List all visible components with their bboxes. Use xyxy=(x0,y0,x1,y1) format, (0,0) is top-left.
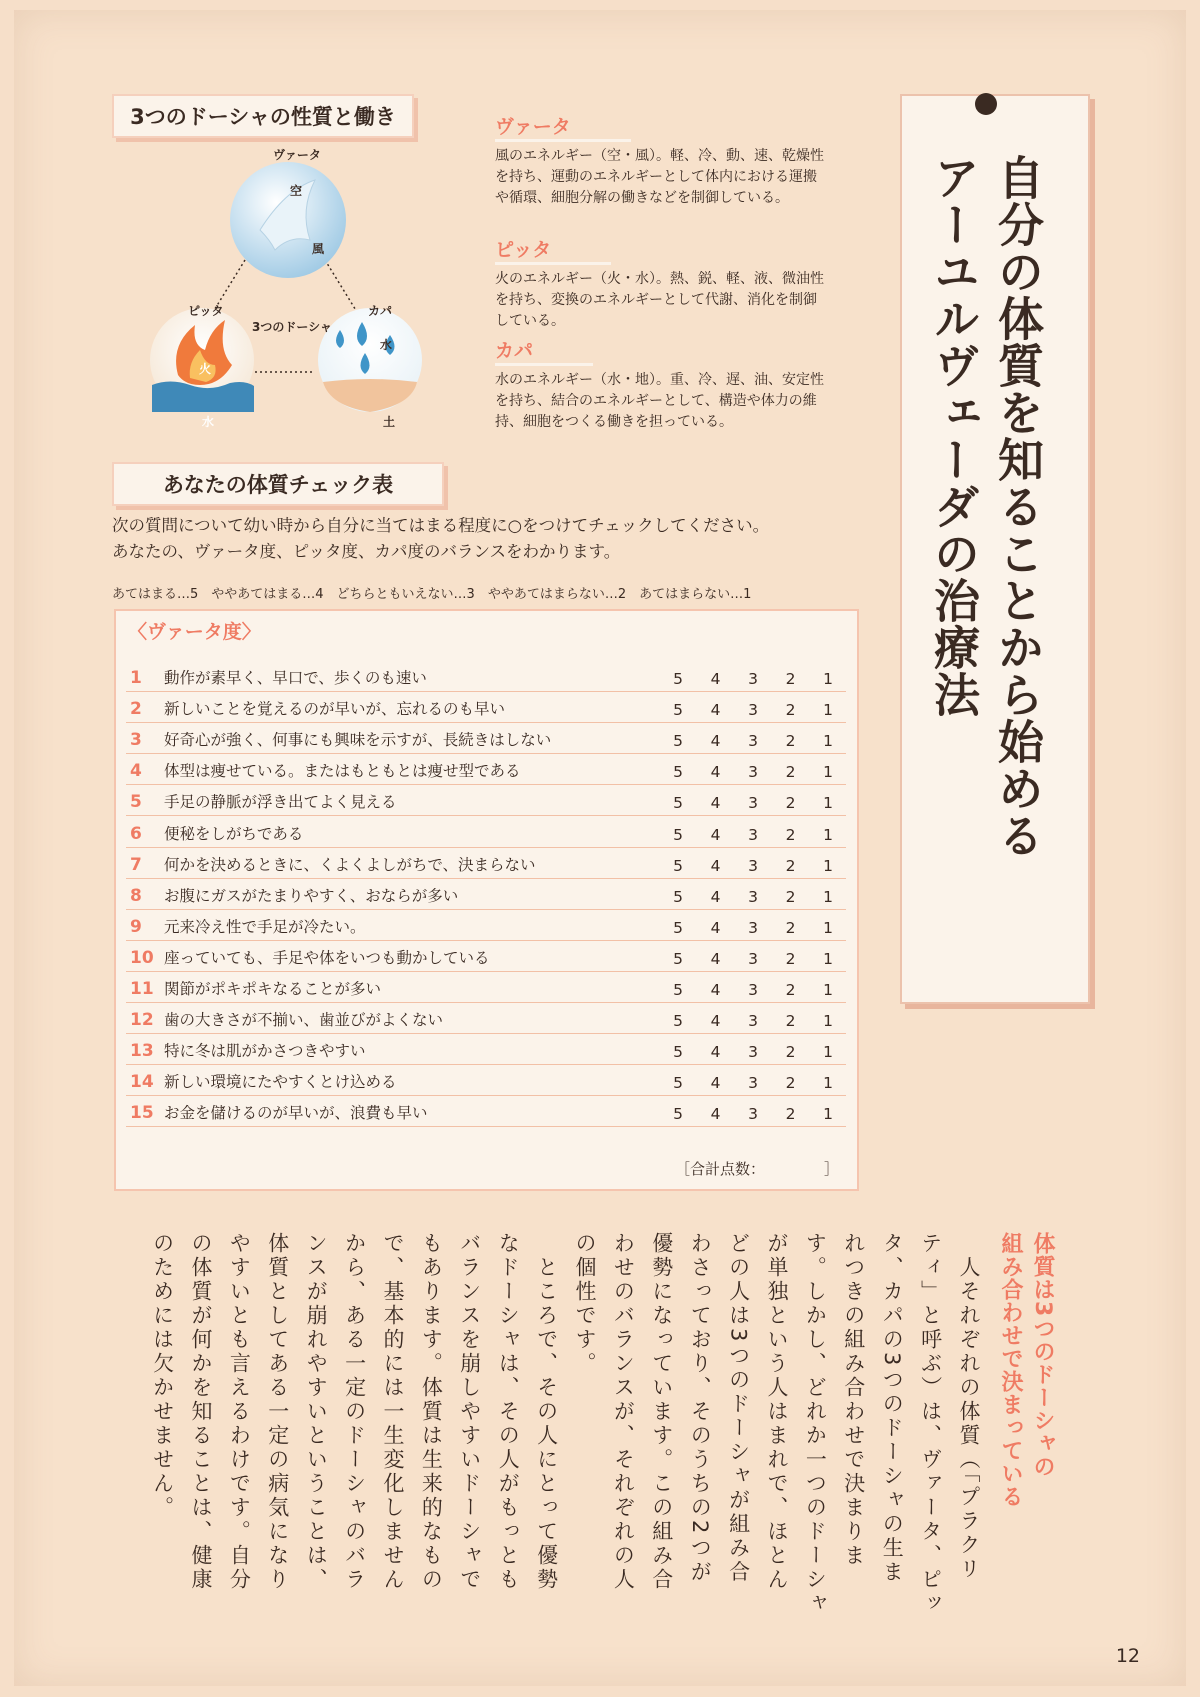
row-scores xyxy=(668,919,846,937)
row-number: 11 xyxy=(130,979,154,1000)
row-question: 体型は痩せている。またはもともとは痩せ型である xyxy=(164,762,521,781)
score-option[interactable]: 3 xyxy=(748,981,758,1000)
checklist-row xyxy=(126,661,846,692)
checklist-row xyxy=(126,816,846,847)
row-scores xyxy=(668,732,846,750)
pitta-elem1: 火 xyxy=(199,362,212,376)
score-option[interactable]: 3 xyxy=(748,949,758,968)
score-option[interactable]: 3 xyxy=(748,763,758,782)
score-option[interactable]: 4 xyxy=(710,918,721,937)
check-heading: あなたの体質チェック表 xyxy=(112,462,444,506)
vata-label: ヴァータ xyxy=(273,148,321,162)
dosha-desc: 水のエネルギー（水・地）。重、冷、遅、油、安定性を持ち、結合のエネルギーとして、構造や体力の維持、細胞をつくる働きを担っている。 xyxy=(495,372,824,430)
checklist-row xyxy=(126,692,846,723)
score-option[interactable]: 2 xyxy=(785,794,796,813)
total-label: ［合計点数： xyxy=(674,1160,765,1178)
checklist-row xyxy=(126,785,846,816)
kapha-label: カパ xyxy=(368,304,393,318)
checklist-row xyxy=(126,1034,846,1065)
row-number: 3 xyxy=(130,730,142,751)
score-option[interactable]: 5 xyxy=(673,949,683,968)
score-option[interactable]: 1 xyxy=(823,825,833,844)
row-number: 4 xyxy=(130,761,142,782)
score-option[interactable]: 2 xyxy=(785,1012,796,1031)
score-option[interactable]: 3 xyxy=(748,825,758,844)
score-option[interactable]: 3 xyxy=(748,794,758,813)
dosha-name: ヴァータ xyxy=(495,112,631,142)
body-column: ティ」と呼ぶ）は、ヴァータ、ピッ xyxy=(918,1232,943,1616)
score-option[interactable]: 2 xyxy=(785,670,796,689)
total-close: ］ xyxy=(823,1160,839,1178)
dosha-pitta-block xyxy=(495,235,825,332)
row-number: 9 xyxy=(130,916,142,937)
score-option[interactable]: 1 xyxy=(823,1105,833,1124)
checklist-row xyxy=(126,1065,846,1096)
score-option[interactable]: 5 xyxy=(673,1012,683,1031)
score-option[interactable]: 3 xyxy=(748,856,758,875)
checklist-row xyxy=(126,1096,846,1127)
checklist-row xyxy=(126,910,846,941)
score-option[interactable]: 5 xyxy=(673,701,683,720)
score-option[interactable]: 1 xyxy=(823,887,833,906)
center-label: 3つのドーシャ xyxy=(252,320,332,334)
score-option[interactable]: 4 xyxy=(710,701,721,720)
checklist-row xyxy=(126,723,846,754)
row-number: 12 xyxy=(130,1010,154,1031)
score-option[interactable]: 4 xyxy=(710,1074,721,1093)
score-option[interactable]: 4 xyxy=(710,794,721,813)
row-question: 好奇心が強く、何事にも興味を示すが、長続きはしない xyxy=(164,731,552,750)
title-box xyxy=(900,94,1090,1004)
score-option[interactable]: 5 xyxy=(673,794,683,813)
score-option[interactable]: 5 xyxy=(673,981,683,1000)
row-number: 7 xyxy=(130,854,142,875)
body-column: で、基本的には一生変化しません xyxy=(381,1232,405,1592)
row-scores xyxy=(668,1105,846,1123)
score-option[interactable]: 4 xyxy=(710,856,721,875)
row-scores xyxy=(668,763,846,781)
score-option[interactable]: 5 xyxy=(673,887,683,906)
row-scores xyxy=(668,857,846,875)
score-option[interactable]: 5 xyxy=(673,1105,683,1124)
score-option[interactable]: 2 xyxy=(785,1074,796,1093)
row-question: 新しい環境にたやすくとけ込める xyxy=(164,1073,397,1092)
body-column: なドーシャは、その人がもっとも xyxy=(496,1232,521,1592)
body-column: の個性です。 xyxy=(573,1232,597,1376)
dosha-name: カパ xyxy=(495,336,593,366)
score-option[interactable]: 1 xyxy=(823,1074,833,1093)
checklist-rows xyxy=(126,661,846,1127)
score-option[interactable]: 1 xyxy=(823,1012,833,1031)
checklist-title: 〈ヴァータ度〉 xyxy=(128,621,261,643)
score-option[interactable]: 1 xyxy=(823,1043,833,1062)
row-question: 便秘をしがちである xyxy=(164,824,304,843)
dosha-vata-block xyxy=(495,112,825,209)
body-column: 体質としてある一定の病気になり xyxy=(265,1232,290,1592)
score-option[interactable]: 4 xyxy=(710,949,721,968)
row-scores xyxy=(668,950,846,968)
score-option[interactable]: 3 xyxy=(748,1074,758,1093)
checklist-row xyxy=(126,754,846,785)
row-question: お腹にガスがたまりやすく、おならが多い xyxy=(164,886,459,905)
body-column: す。しかし、どれか一つのドーシャ xyxy=(803,1232,828,1616)
score-option[interactable]: 4 xyxy=(710,763,721,782)
dosha-name: ピッタ xyxy=(495,235,611,265)
vata-elem1: 空 xyxy=(290,184,303,198)
dosha-desc: 風のエネルギー（空・風）。軽、冷、動、速、乾燥性を持ち、運動のエネルギーとして体内における運搬や循環、細胞分解の働きなどを制御している。 xyxy=(495,148,824,206)
score-option[interactable]: 4 xyxy=(710,825,721,844)
score-option[interactable]: 3 xyxy=(748,1105,758,1124)
body-column: 優勢になっています。この組み合 xyxy=(649,1232,674,1592)
body-column: が単独という人はまれで、ほとん xyxy=(765,1232,789,1592)
row-question: 歯の大きさが不揃い、歯並びがよくない xyxy=(164,1011,444,1030)
body-column: やすいとも言えるわけです。自分 xyxy=(227,1232,252,1592)
score-option[interactable]: 2 xyxy=(785,981,796,1000)
row-scores xyxy=(668,1043,846,1061)
row-scores xyxy=(668,1074,846,1092)
score-option[interactable]: 3 xyxy=(748,670,758,689)
score-option[interactable]: 5 xyxy=(673,918,683,937)
row-number: 14 xyxy=(130,1072,154,1093)
row-number: 2 xyxy=(130,699,142,720)
diagram-heading: 3つのドーシャの性質と働き xyxy=(112,94,414,138)
kapha-elem2: 土 xyxy=(383,415,396,429)
body-column: ところで、その人にとって優勢 xyxy=(534,1232,559,1592)
row-scores xyxy=(668,670,846,688)
row-question: 特に冬は肌がかさつきやすい xyxy=(164,1042,366,1061)
score-option[interactable]: 2 xyxy=(785,887,796,906)
score-option[interactable]: 1 xyxy=(823,732,833,751)
row-number: 1 xyxy=(130,668,142,689)
body-column: から、ある一定のドーシャのバラ xyxy=(342,1232,367,1592)
checklist-row xyxy=(126,972,846,1003)
row-scores xyxy=(668,888,846,906)
dosha-desc: 火のエネルギー（火・水）。熱、鋭、軽、液、微油性を持ち、変換のエネルギーとして代謝、消化を制御している。 xyxy=(495,271,824,329)
score-option[interactable]: 5 xyxy=(673,1074,683,1093)
row-scores xyxy=(668,1012,846,1030)
score-option[interactable]: 5 xyxy=(673,732,683,751)
body-column: の体質が何かを知ることは、健康 xyxy=(189,1232,213,1592)
score-option[interactable]: 1 xyxy=(823,794,833,813)
checklist-row xyxy=(126,848,846,879)
intro-line-1: 次の質問について幼い時から自分に当てはまる程度に○をつけてチェックしてください。 xyxy=(112,516,770,535)
score-option[interactable]: 1 xyxy=(823,981,833,1000)
score-option[interactable]: 1 xyxy=(823,763,833,782)
score-option[interactable]: 3 xyxy=(748,887,758,906)
row-question: お金を儲けるのが早いが、浪費も早い xyxy=(164,1104,428,1123)
score-option[interactable]: 1 xyxy=(823,856,833,875)
body-column: どの人は3つのドーシャが組み合 xyxy=(726,1232,751,1585)
checklist-row xyxy=(126,941,846,972)
row-number: 13 xyxy=(130,1041,154,1062)
vata-elem2: 風 xyxy=(312,242,325,256)
body-column: ンスが崩れやすいということは、 xyxy=(304,1232,329,1592)
row-number: 8 xyxy=(130,885,142,906)
body-column: わさっており、そのうちの2つが xyxy=(688,1232,713,1585)
score-option[interactable]: 2 xyxy=(785,1105,796,1124)
score-option[interactable]: 2 xyxy=(785,763,796,782)
row-question: 元来冷え性で手足が冷たい。 xyxy=(164,917,366,936)
row-question: 何かを決めるときに、くよくよしがちで、決まらない xyxy=(164,855,536,874)
row-question: 動作が素早く、早口で、歩くのも速い xyxy=(164,669,427,688)
title-line-1: 自分の体質を知ることから始める xyxy=(991,154,1045,859)
body-column: 人それぞれの体質（「プラクリ xyxy=(957,1232,981,1582)
score-option[interactable]: 4 xyxy=(710,1105,721,1124)
pitta-label: ピッタ xyxy=(188,304,224,318)
checklist-row xyxy=(126,1003,846,1034)
sub-heading-line-1: 体質は3つのドーシャの xyxy=(1030,1232,1055,1479)
score-option[interactable]: 4 xyxy=(710,981,721,1000)
score-option[interactable]: 2 xyxy=(785,949,796,968)
score-option[interactable]: 2 xyxy=(785,701,796,720)
row-scores xyxy=(668,794,846,812)
row-question: 新しいことを覚えるのが早いが、忘れるのも早い xyxy=(164,700,506,719)
score-option[interactable]: 1 xyxy=(823,701,833,720)
intro-line-2: あなたの、ヴァータ度、ピッタ度、カパ度のバランスをわかります。 xyxy=(112,542,621,561)
body-column: タ、カパの3つのドーシャの生ま xyxy=(880,1232,905,1585)
score-option[interactable]: 5 xyxy=(673,825,683,844)
score-option[interactable]: 3 xyxy=(748,918,758,937)
score-option[interactable]: 5 xyxy=(673,763,683,782)
score-option[interactable]: 4 xyxy=(710,887,721,906)
body-column: わせのバランスが、それぞれの人 xyxy=(611,1232,636,1592)
score-option[interactable]: 5 xyxy=(673,1043,683,1062)
body-column: れつきの組み合わせで決まりま xyxy=(841,1232,866,1568)
row-number: 15 xyxy=(130,1103,154,1124)
row-scores xyxy=(668,981,846,999)
score-option[interactable]: 3 xyxy=(748,1012,758,1031)
scale-legend: あてはまる…5 ややあてはまる…4 どちらともいえない…3 ややあてはまらない…2 あてはまらない…1 xyxy=(112,587,752,602)
sub-heading-line-2: 組み合わせで決まっている xyxy=(998,1232,1023,1508)
score-option[interactable]: 3 xyxy=(748,701,758,720)
score-option[interactable]: 4 xyxy=(710,732,721,751)
score-option[interactable]: 1 xyxy=(823,918,833,937)
row-scores xyxy=(668,701,846,719)
score-option[interactable]: 4 xyxy=(710,1043,721,1062)
body-column: のためには欠かせません。 xyxy=(150,1232,175,1520)
score-option[interactable]: 3 xyxy=(748,1043,758,1062)
row-number: 5 xyxy=(130,792,142,813)
score-option[interactable]: 2 xyxy=(785,1043,796,1062)
title-line-2: アーユルヴェーダの治療法 xyxy=(927,154,981,718)
checklist-row xyxy=(126,879,846,910)
score-option[interactable]: 2 xyxy=(785,732,796,751)
row-number: 6 xyxy=(130,823,142,844)
row-question: 座っていても、手足や体をいつも動かしている xyxy=(164,948,490,967)
page-number: 12 xyxy=(1115,1645,1140,1667)
pitta-elem2: 水 xyxy=(202,415,215,429)
score-option[interactable]: 2 xyxy=(785,825,796,844)
kapha-elem1: 水 xyxy=(380,338,393,352)
body-column: もあります。体質は生来的なもの xyxy=(419,1232,444,1592)
dosha-kapha-block xyxy=(495,336,825,433)
row-question: 関節がポキポキなることが多い xyxy=(164,980,382,999)
score-option[interactable]: 2 xyxy=(785,918,796,937)
score-option[interactable]: 3 xyxy=(748,732,758,751)
speech-bullet-icon xyxy=(975,93,997,115)
score-option[interactable]: 1 xyxy=(823,670,833,689)
row-question: 手足の静脈が浮き出てよく見える xyxy=(164,793,397,812)
row-scores xyxy=(668,826,846,844)
row-number: 10 xyxy=(130,947,154,968)
score-option[interactable]: 2 xyxy=(785,856,796,875)
body-column: バランスを崩しやすいドーシャで xyxy=(457,1232,482,1592)
vata-checklist xyxy=(114,609,859,1191)
score-option[interactable]: 5 xyxy=(673,856,683,875)
score-option[interactable]: 4 xyxy=(710,1012,721,1031)
score-option[interactable]: 4 xyxy=(710,670,721,689)
score-option[interactable]: 5 xyxy=(673,670,683,689)
score-option[interactable]: 1 xyxy=(823,949,833,968)
